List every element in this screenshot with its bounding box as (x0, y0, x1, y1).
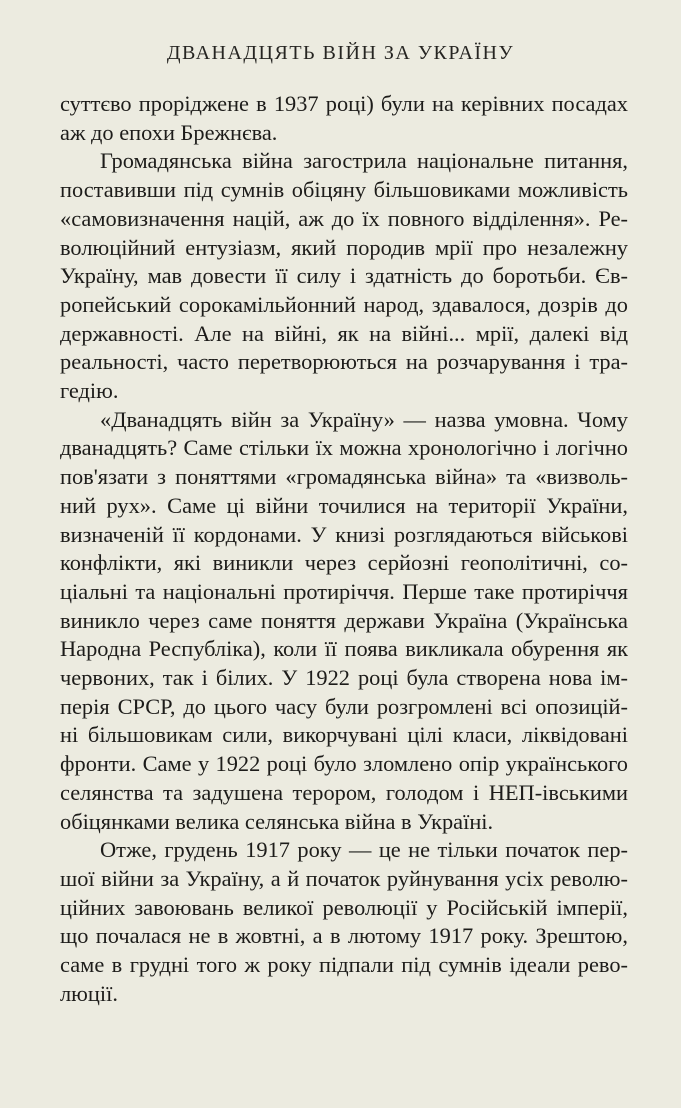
text-line: фронти. Саме у 1922 році було зломлено опір українського (60, 751, 628, 777)
text-line: перія СРСР, до цього часу були розгромлені всі опозицій- (60, 693, 628, 719)
text-line: саме в грудні того ж року підпали під сумнів ідеали рево- (60, 952, 628, 978)
text-line: ний рух». Саме ці війни точилися на території України, (60, 492, 628, 518)
text-line: реальності, часто перетворюються на розчарування і тра- (60, 349, 628, 375)
body-text (60, 90, 628, 1009)
text-line: дванадцять? Саме стільки їх можна хронологічно і логічно (60, 435, 628, 461)
text-line: поставивши під сумнів обіцяну більшовиками можливість (60, 177, 628, 203)
text-line: державності. Але на війні, як на війні... мрії, далекі від (60, 320, 628, 346)
text-line: ціальні та національні протиріччя. Перше таке протиріччя (60, 578, 628, 604)
text-line: шої війни за Україну, а й початок руйнування усіх револю- (60, 865, 628, 891)
text-line: суттєво проріджене в 1937 році) були на керівних посадах (60, 91, 628, 116)
text-line: гедію. (60, 378, 119, 404)
paragraph-3 (60, 406, 628, 837)
text-line: «Дванадцять війн за Україну» — назва умовна. Чому (100, 406, 628, 432)
text-line: аж до епохи Брежнєва. (60, 119, 278, 145)
text-line: «самовизначення націй, аж до їх повного відділення». Ре- (60, 205, 628, 231)
text-line: обіцянками велика селянська війна в Україні. (60, 808, 494, 834)
text-line: люції. (60, 980, 118, 1006)
paragraph-4 (60, 836, 628, 1008)
text-line: ційних завоювань великої революції у Російській імперії, (60, 894, 628, 920)
text-line: волюційний ентузіазм, який породив мрії про незалежну (60, 234, 628, 260)
text-line: конфлікти, які виникли через серйозні геополітичні, со- (60, 550, 628, 576)
paragraph-2 (60, 147, 628, 405)
text-line: визначеній її кордонами. У книзі розглядаються військові (60, 521, 628, 547)
paragraph-1 (60, 90, 628, 147)
text-line: ні більшовикам сили, викорчувані цілі класи, ліквідовані (60, 722, 628, 748)
running-head: ДВАНАДЦЯТЬ ВІЙН ЗА УКРАЇНУ (166, 42, 515, 64)
text-line: ропейський сорокамільйонний народ, здавалося, дозрів до (60, 291, 628, 317)
text-line: Україну, мав довести її силу і здатність до боротьби. Єв- (60, 263, 628, 289)
text-line: пов'язати з поняттями «громадянська війна» та «визволь- (60, 464, 628, 490)
text-line: Отже, грудень 1917 року — це не тільки початок пер- (100, 837, 628, 863)
text-line: червоних, так і білих. У 1922 році була створена нова ім- (60, 665, 628, 691)
text-line: селянства та задушена терором, голодом і НЕП-івськими (60, 779, 628, 805)
text-line: Громадянська війна загострила національне питання, (100, 148, 628, 174)
text-line: виникло через саме поняття держави Україна (Українська (60, 607, 628, 633)
text-line: що почалася не в жовтні, а в лютому 1917 року. Зрештою, (60, 923, 628, 949)
text-line: Народна Республіка), коли її поява викликала обурення як (60, 636, 628, 662)
